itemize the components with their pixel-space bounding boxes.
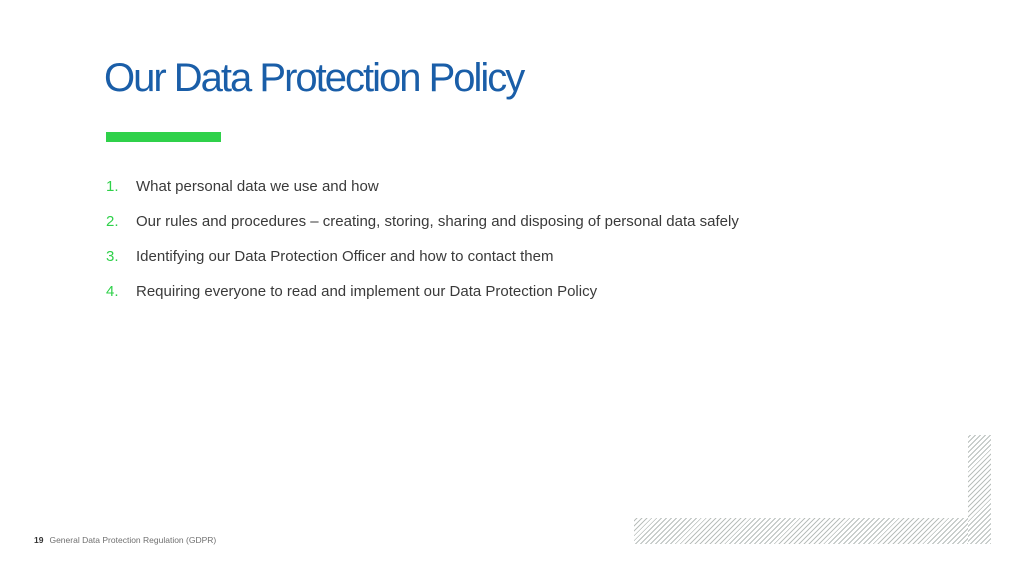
list-item-number: 2. <box>106 213 119 230</box>
footer <box>34 535 216 545</box>
page-number: 19 <box>34 535 44 545</box>
page-title: Our Data Protection Policy <box>104 56 524 100</box>
list-item-text: Requiring everyone to read and implement our Data Protection Policy <box>136 283 598 300</box>
list-item-number: 1. <box>106 178 119 195</box>
footer-label: General Data Protection Regulation (GDPR) <box>49 535 217 545</box>
list-item-number: 4. <box>106 283 119 300</box>
policy-list <box>106 178 739 318</box>
list-item-text: Identifying our Data Protection Officer and how to contact them <box>136 248 554 265</box>
list-item <box>106 283 739 318</box>
title-accent-bar <box>106 132 221 142</box>
list-item <box>106 178 739 213</box>
list-item-number: 3. <box>106 248 119 265</box>
hatch-decoration-vertical <box>968 435 991 544</box>
list-item-text: Our rules and procedures – creating, storing, sharing and disposing of personal data safely <box>136 213 739 230</box>
list-item <box>106 213 739 248</box>
list-item-text: What personal data we use and how <box>136 178 379 195</box>
hatch-decoration-horizontal <box>634 518 968 544</box>
list-item <box>106 248 739 283</box>
